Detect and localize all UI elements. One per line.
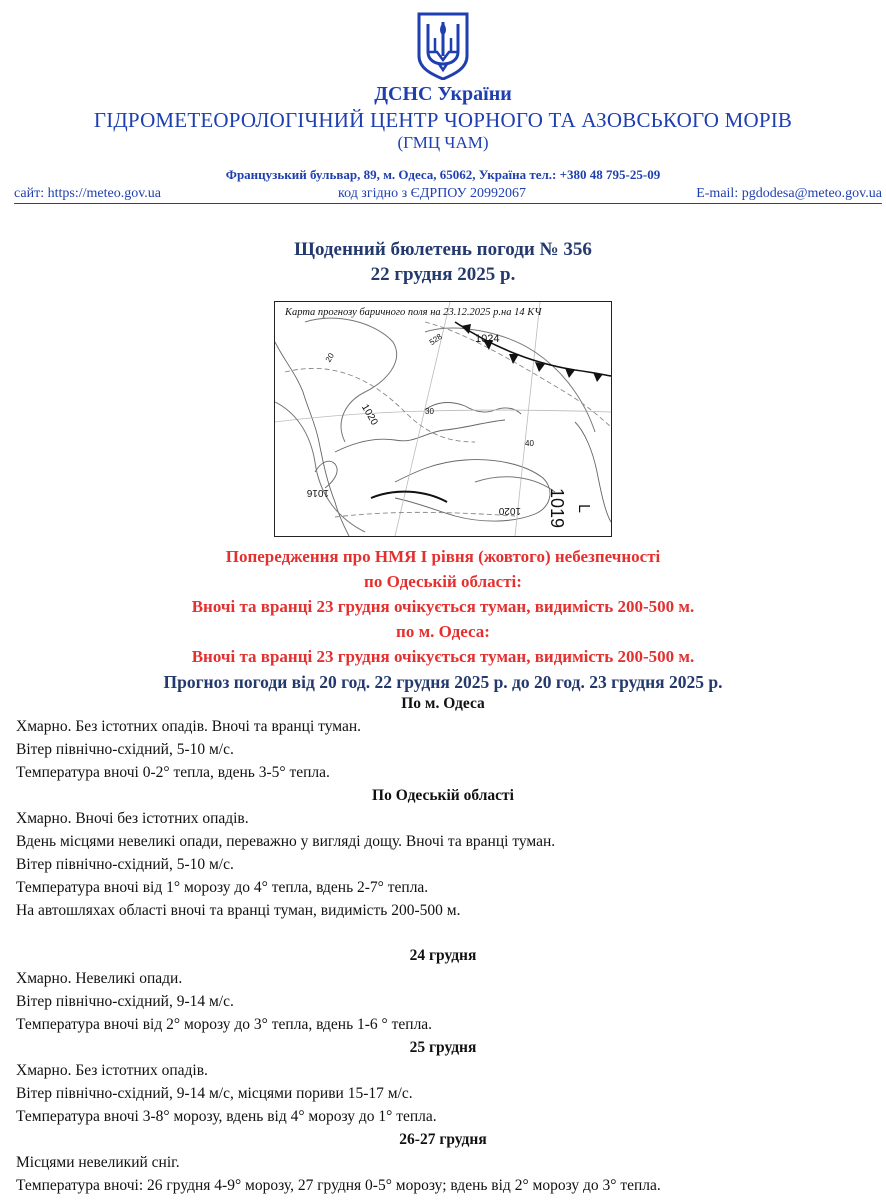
frontal-line [371, 492, 447, 502]
day-line: Хмарно. Невеликі опади. [16, 970, 183, 987]
region-line: Вітер північно-східний, 5-10 м/с. [16, 856, 234, 873]
warning-region-label: по Одеській області: [364, 572, 522, 591]
trident-emblem-icon [415, 12, 471, 80]
front-triangle-marker [509, 354, 519, 364]
day-title: 24 грудня [409, 947, 477, 964]
org-name: ДСНС України [374, 83, 512, 105]
map-label-20: 20 [323, 351, 336, 364]
coastline [425, 403, 521, 414]
pressure-map-drawing [275, 302, 611, 536]
center-name: ГІДРОМЕТЕОРОЛОГІЧНИЙ ЦЕНТР ЧОРНОГО ТА АЗОВСЬКОГО МОРІВ [93, 108, 793, 132]
day-line: Хмарно. Без істотних опадів. [16, 1062, 208, 1079]
warning-city-label: по м. Одеса: [396, 622, 490, 641]
odesa-section-title: По м. Одеса [401, 695, 485, 712]
map-label-1016: 1016 [306, 487, 329, 498]
bulletin-date: 22 грудня 2025 р. [370, 264, 516, 285]
website-link[interactable]: сайт: https://meteo.gov.ua [14, 186, 162, 201]
region-section-title: По Одеській області [372, 787, 514, 804]
map-label-1024: 1024 [475, 333, 500, 345]
warning-region-text: Вночі та вранці 23 грудня очікується туман, видимість 200-500 м. [191, 597, 695, 616]
warning-heading: Попередження про НМЯ І рівня (жовтого) небезпечності [225, 547, 661, 566]
map-caption: Карта прогнозу баричного поля на 23.12.2025 р.на 14 КЧ [285, 307, 542, 318]
low-pressure-value: 1019 [547, 488, 567, 529]
day-line: Температура вночі 3-8° морозу, вдень від 4° морозу до 1° тепла. [16, 1108, 437, 1125]
bulletin-title: Щоденний бюлетень погоди № 356 [294, 239, 592, 260]
map-label-1020: 1020 [358, 402, 380, 428]
isobar-line [475, 477, 555, 492]
center-abbreviation: (ГМЦ ЧАМ) [397, 133, 489, 152]
region-line: Хмарно. Вночі без істотних опадів. [16, 810, 249, 827]
thickness-line [285, 368, 475, 442]
contacts-bar [14, 185, 882, 204]
front-triangle-marker [461, 324, 471, 334]
forecast-heading: Прогноз погоди від 20 год. 22 грудня 2025 р. до 20 год. 23 грудня 2025 р. [163, 672, 723, 692]
thickness-line [335, 512, 515, 517]
isobar-line [425, 328, 595, 432]
map-label-40: 40 [525, 439, 534, 448]
isobar-line [305, 318, 397, 442]
odesa-line: Хмарно. Без істотних опадів. Вночі та вранці туман. [16, 718, 362, 735]
map-label-528: 528 [427, 331, 444, 347]
pressure-forecast-map [274, 301, 612, 537]
day-line: Вітер північно-східний, 9-14 м/с. [16, 993, 234, 1010]
odesa-line: Вітер північно-східний, 5-10 м/с. [16, 741, 234, 758]
region-line: Вдень місцями невеликі опади, переважно у вигляді дощу. Вночі та вранці туман. [16, 833, 556, 850]
coastline [395, 460, 550, 521]
email-link[interactable]: E-mail: pgdodesa@meteo.gov.ua [696, 186, 882, 201]
grid-line [275, 410, 611, 422]
isobar-line [275, 402, 365, 532]
edrpou-code: код згідно з ЄДРПОУ 20992067 [338, 186, 527, 201]
map-label-1020-south: 1020 [498, 505, 521, 516]
day-line: Вітер північно-східний, 9-14 м/с, місцями пориви 15-17 м/с. [16, 1085, 413, 1102]
day-line: Температура вночі від 2° морозу до 3° тепла, вдень 1-6 ° тепла. [16, 1016, 433, 1033]
coastline [275, 342, 349, 536]
day-title: 26-27 грудня [399, 1131, 487, 1148]
warning-city-text: Вночі та вранці 23 грудня очікується туман, видимість 200-500 м. [191, 647, 695, 666]
region-line: На автошляхах області вночі та вранці туман, видимість 200-500 м. [16, 902, 461, 919]
day-line: Місцями невеликий сніг. [16, 1154, 180, 1171]
low-pressure-letter: L [575, 504, 592, 513]
day-title: 25 грудня [409, 1039, 477, 1056]
day-line: Температура вночі: 26 грудня 4-9° морозу, 27 грудня 0-5° морозу; вдень від 2° морозу до 3° тепла. [16, 1177, 661, 1194]
odesa-line: Температура вночі 0-2° тепла, вдень 3-5° тепла. [16, 764, 330, 781]
grid-line [515, 302, 540, 536]
region-line: Температура вночі від 1° морозу до 4° тепла, вдень 2-7° тепла. [16, 879, 429, 896]
address-line: Французький бульвар, 89, м. Одеса, 65062, Україна тел.: +380 48 795-25-09 [225, 167, 661, 182]
map-label-30: 30 [425, 407, 434, 416]
